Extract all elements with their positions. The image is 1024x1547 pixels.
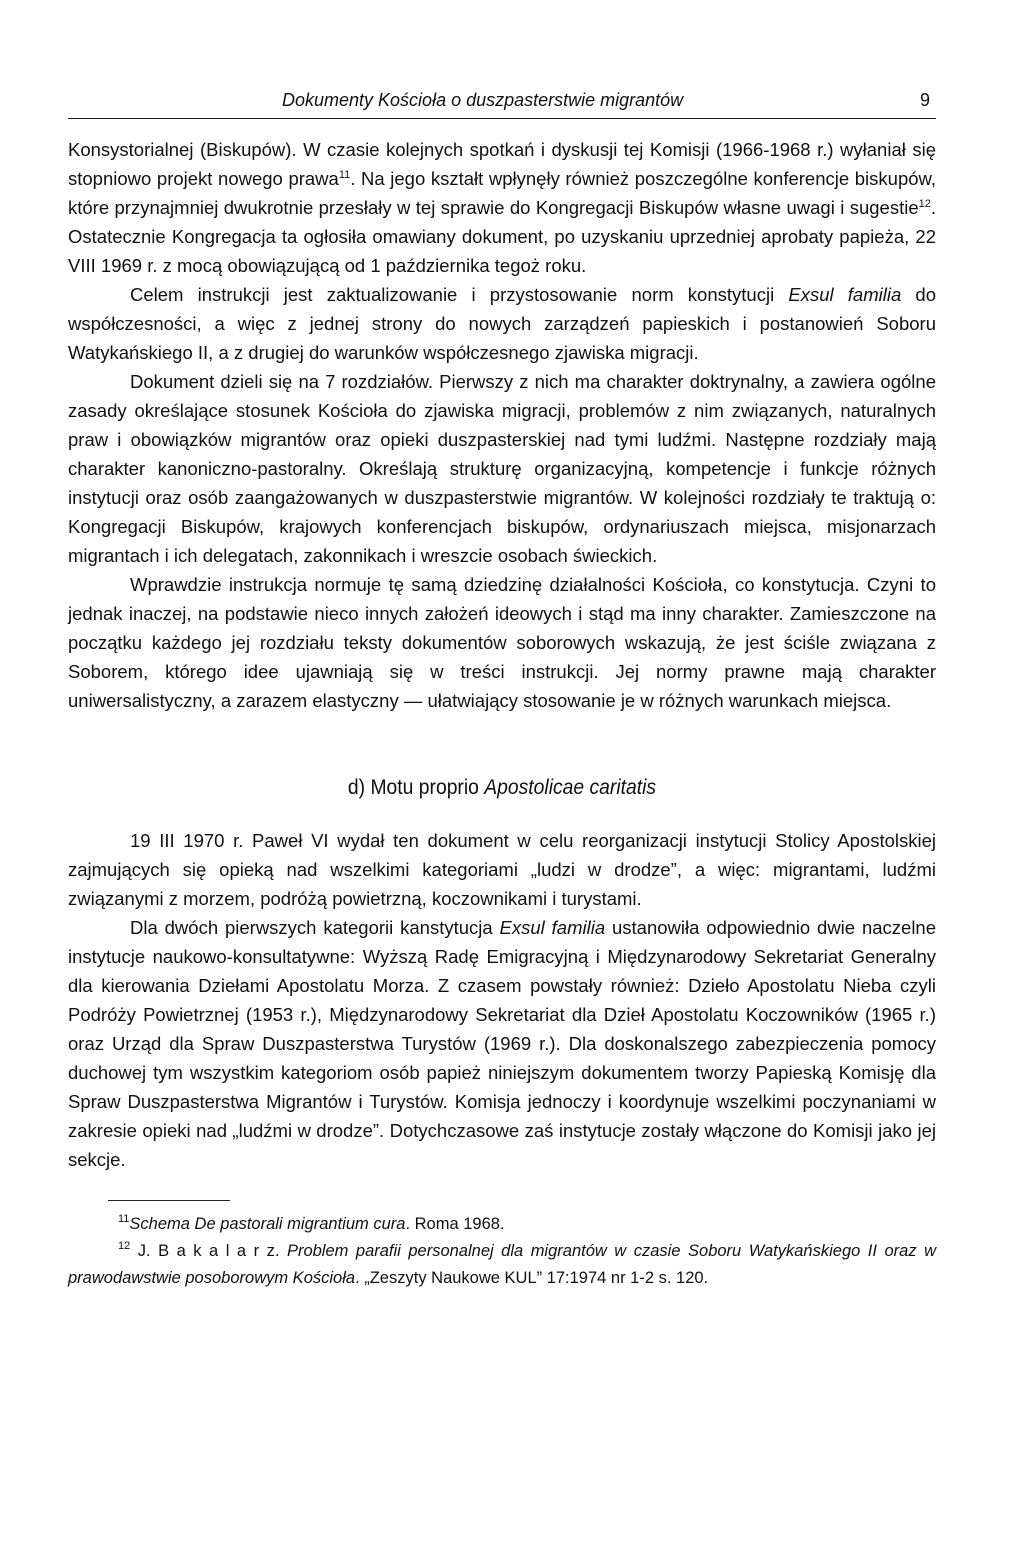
section-heading-prefix: d) Motu proprio xyxy=(347,776,485,799)
p6-text-a: Dla dwóch pierwszych kategorii kanstytucja xyxy=(130,917,500,938)
paragraph-2 xyxy=(68,280,936,367)
p1-text-b: . Na jego kształt wpłynęły również poszczególne konferencje biskupów, które przynajmniej dwukrotnie przesłały w tej sprawie do Kongregacji Biskupów własne uwagi i sugestie xyxy=(68,168,936,218)
footnote-ref-11: 11 xyxy=(338,169,351,181)
p6-text-b: ustanowiła odpowiednio dwie naczelne instytucje naukowo-konsultatywne: Wyższą Radę Emigracyjną i Międzynarodowy Sekretariat Generalny dla kierowania Dziełami Apostolatu Morza. Z czasem powstały również: Dzieło Apostolatu Nieba czyli Podróży Powietrznej (1953 r.), Międzynarodowy Sekretariat dla Dzieł Apostolatu Koczowników (1965 r.) oraz Urząd dla Spraw Duszpasterstwa Turystów (1969 r.). Dla doskonalszego zabezpieczenia pomocy duchowej tym wszystkim kategoriom osób papież niniejszym dokumentem tworzy Papieską Komisję dla Spraw Duszpasterstwa Migrantów i Turystów. Komisja jednoczy i koordynuje wszelkimi poczynaniami w zakresie opieki nad „ludźmi w drodze”. Dotychczasowe zaś instytucje zostały włączone do Komisji jako jej sekcje. xyxy=(68,917,937,1170)
footnote-author: J. B a k a l a r z. xyxy=(137,1242,287,1260)
main-text xyxy=(68,135,936,1174)
p1-text-c: . Ostatecznie Kongregacja ta ogłosiła omawiany dokument, po uzyskaniu uprzedniej aprobaty papieża, 22 VIII 1969 r. z mocą obowiązującą od 1 października tegoż roku. xyxy=(68,197,936,276)
footnote-divider xyxy=(108,1200,230,1201)
p1-text-a: Konsystorialnej (Biskupów). W czasie kolejnych spotkań i dyskusji tej Komisji (1966-1968 r.) wyłaniał się stopniowo projekt nowego prawa xyxy=(68,139,936,189)
footnotes xyxy=(68,1211,936,1292)
section-heading xyxy=(103,773,902,802)
running-title: Dokumenty Kościoła o duszpasterstwie migrantów xyxy=(282,90,684,110)
footnote-11 xyxy=(68,1211,936,1238)
paragraph-1 xyxy=(68,135,936,280)
document-page xyxy=(68,88,936,1292)
footnote-text: . „Zeszyty Naukowe KUL” 17:1974 nr 1-2 s. 120. xyxy=(355,1269,709,1287)
footnote-text: . Roma 1968. xyxy=(405,1215,505,1233)
paragraph-5: 19 III 1970 r. Paweł VI wydał ten dokument w celu reorganizacji instytucji Stolicy Apostolskiej zajmujących się opieką nad wszelkimi kategoriami „ludzi w drodze”, a więc: migrantami, ludźmi związanymi z morzem, podróżą powietrzną, koczownikami i turystami. xyxy=(68,830,936,909)
paragraph-6 xyxy=(68,913,936,1174)
p6-italic: Exsul familia xyxy=(499,917,606,938)
paragraph-4: Wprawdzie instrukcja normuje tę samą dziedzinę działalności Kościoła, co konstytucja. Czyni to jednak inaczej, na podstawie nieco innych założeń ideowych i stąd ma inny charakter. Zamieszczone na początku każdego jej rozdziału teksty dokumentów soborowych wskazują, że jest ściśle związana z Soborem, którego idee ujawniają się w treści instrukcji. Jej normy prawne mają charakter uniwersalistyczny, a zarazem elastyczny — ułatwiający stosowanie je w różnych warunkach miejsca. xyxy=(68,574,936,711)
p2-text-a: Celem instrukcji jest zaktualizowanie i przystosowanie norm konstytucji xyxy=(130,284,789,305)
p2-italic: Exsul familia xyxy=(788,284,902,305)
footnote-mark: 11 xyxy=(118,1213,130,1225)
footnote-12 xyxy=(68,1238,936,1292)
footnote-italic: Schema De pastorali migrantium cura xyxy=(129,1215,406,1233)
p2-text-b: do współczesności, a więc z jednej strony do nowych zarządzeń papieskich i postanowień Soboru Watykańskiego II, a z drugiej do warunków współczesnego zjawiska migracji. xyxy=(68,284,936,363)
page-number: 9 xyxy=(919,90,930,110)
footnote-mark: 12 xyxy=(118,1240,131,1252)
footnote-italic: Problem parafii personalnej dla migrantów w czasie Soboru Watykańskiego II oraz w prawodawstwie posoborowym Kościoła xyxy=(68,1242,937,1287)
section-heading-italic: Apostolicae caritatis xyxy=(484,776,657,799)
footnote-ref-12: 12 xyxy=(918,198,931,210)
paragraph-3: Dokument dzieli się na 7 rozdziałów. Pierwszy z nich ma charakter doktrynalny, a zawiera ogólne zasady określające stosunek Kościoła do zjawiska migracji, problemów z nim związanych, naturalnych praw i obowiązków migrantów oraz opieki duszpasterskiej nad tymi ludźmi. Następne rozdziały mają charakter kanoniczno-pastoralny. Określają strukturę organizacyjną, kompetencje i funkcje różnych instytucji oraz osób zaangażowanych w duszpasterstwie migrantów. W kolejności rozdziały te traktują o: Kongregacji Biskupów, krajowych konferencjach biskupów, ordynariuszach miejsca, misjonarzach migrantach i ich delegatach, zakonnikach i wreszcie osobach świeckich. xyxy=(68,371,936,566)
page-header xyxy=(68,88,936,119)
